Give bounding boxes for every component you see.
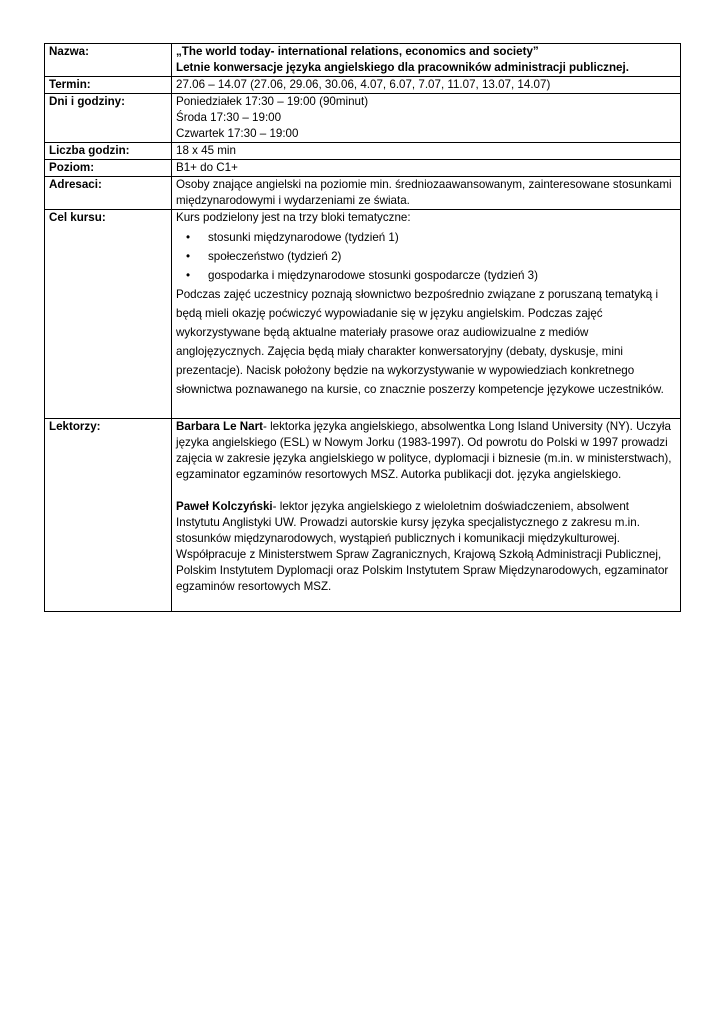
schedule-monday: Poniedziałek 17:30 – 19:00 (90minut) — [176, 95, 369, 108]
course-info-table — [44, 43, 681, 612]
schedule-wednesday: Środa 17:30 – 19:00 — [176, 111, 282, 124]
value-lektorzy — [172, 419, 681, 612]
course-subtitle: Letnie konwersacje języka angielskiego dla pracowników administracji publicznej. — [176, 61, 629, 74]
list-item: • stosunki międzynarodowe (tydzień 1) — [186, 228, 676, 247]
schedule-thursday: Czwartek 17:30 – 19:00 — [176, 127, 299, 140]
lecturer-2-bio: - lektor języka angielskiego z wieloletnim doświadczeniem, absolwent Instytutu Anglistyki UW. Prowadzi autorskie kursy języka specjalistycznego z zakresu m.in. stosunków międzynarodowych, wystąpień publicznych i komunikacji międzykulturowej. Współpracuje z Ministerstwem Spraw Zagranicznych, Krajową Szkołą Administracji Publicznej, Polskim Instytutem Dyplomacji oraz Polskim Instytutem Spraw Międzynarodowych, egzaminator egzaminów resortowych MSZ. — [176, 500, 669, 593]
cel-intro: Kurs podzielony jest na trzy bloki tematyczne: — [176, 211, 411, 224]
row-liczba — [45, 143, 681, 160]
lecturer-2-name: Paweł Kolczyński — [176, 500, 273, 513]
thematic-blocks-list — [176, 228, 676, 285]
value-adresaci: Osoby znające angielski na poziomie min. średniozaawansowanym, zainteresowane stosunkami międzynarodowymi i wydarzeniami ze świata. — [172, 177, 681, 210]
list-item: • społeczeństwo (tydzień 2) — [186, 247, 676, 266]
label-cel: Cel kursu: — [45, 210, 172, 419]
value-nazwa — [172, 44, 681, 77]
label-termin: Termin: — [45, 77, 172, 94]
row-dni — [45, 94, 681, 143]
lecturer-2 — [176, 499, 676, 595]
label-nazwa: Nazwa: — [45, 44, 172, 77]
paragraph-spacer — [176, 483, 676, 499]
value-dni — [172, 94, 681, 143]
row-adresaci — [45, 177, 681, 210]
lecturer-1-bio: - lektorka języka angielskiego, absolwentka Long Island University (NY). Uczyła języka angielskiego (ESL) w Nowym Jorku (1983-1997). Od powrotu do Polski w 1997 prowadzi zajęcia w zakresie języka angielskiego w polityce, dyplomacji i biznesie (m.in. w ministerstwach), egzaminator egzaminów resortowych MSZ. Autorka publikacji dot. języka angielskiego. — [176, 420, 672, 481]
label-adresaci: Adresaci: — [45, 177, 172, 210]
list-item: • gospodarka i międzynarodowe stosunki gospodarcze (tydzień 3) — [186, 266, 676, 285]
row-termin — [45, 77, 681, 94]
cel-description: Podczas zajęć uczestnicy poznają słownictwo bezpośrednio związane z poruszaną tematyką i będą mieli okazję poćwiczyć wypowiadanie się w języku angielskim. Podczas zajęć wykorzystywane będą aktualne materiały prasowe oraz audiowizualne z mediów anglojęzycznych. Zajęcia będą miały charakter konwersatoryjny (debaty, dyskusje, mini prezentacje). Nacisk położony będzie na wykorzystywanie w wypowiedziach konkretnego słownictwa poznawanego na kursie, co znacznie poszerzy kompetencje językowe uczestników. — [176, 288, 664, 396]
value-liczba: 18 x 45 min — [172, 143, 681, 160]
lecturer-1 — [176, 419, 676, 483]
value-cel — [172, 210, 681, 419]
label-liczba: Liczba godzin: — [45, 143, 172, 160]
course-title: „The world today- international relations, economics and society” — [176, 45, 539, 58]
label-lektorzy: Lektorzy: — [45, 419, 172, 612]
row-nazwa — [45, 44, 681, 77]
value-termin: 27.06 – 14.07 (27.06, 29.06, 30.06, 4.07, 6.07, 7.07, 11.07, 13.07, 14.07) — [172, 77, 681, 94]
row-lektorzy — [45, 419, 681, 612]
row-cel — [45, 210, 681, 419]
lecturer-1-name: Barbara Le Nart — [176, 420, 263, 433]
row-poziom — [45, 160, 681, 177]
label-poziom: Poziom: — [45, 160, 172, 177]
value-poziom: B1+ do C1+ — [172, 160, 681, 177]
label-dni: Dni i godziny: — [45, 94, 172, 143]
